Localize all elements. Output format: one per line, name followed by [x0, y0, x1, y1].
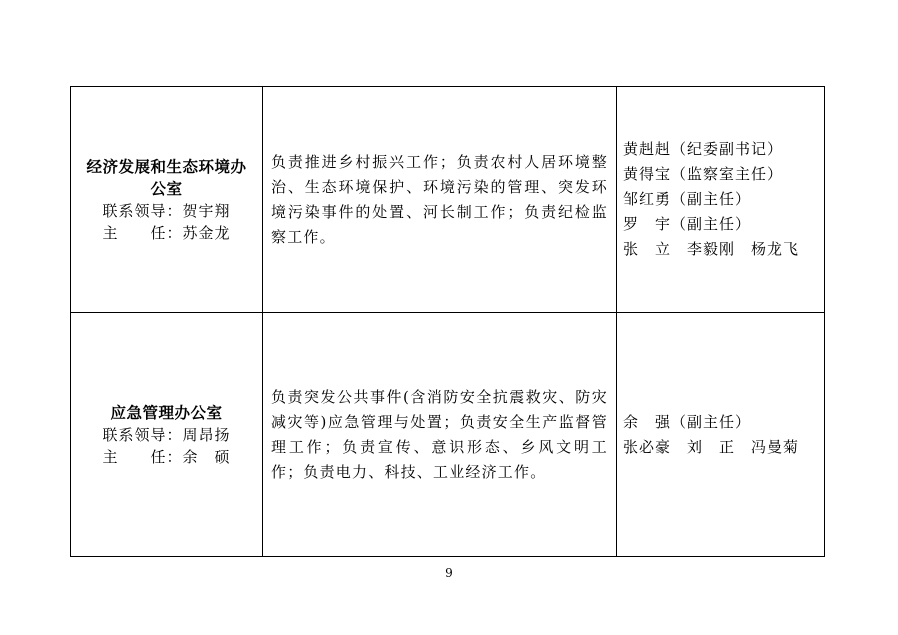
department-name: 经济发展和生态环境办公室: [86, 157, 247, 198]
contact-leader: 联系领导：周昂扬: [102, 425, 231, 444]
staff-member: 张必豪 刘 正 冯曼菊: [623, 437, 800, 456]
staff-cell: [617, 87, 825, 313]
staff-member: 黄得宝（监察室主任）: [623, 165, 784, 183]
contact-leader: 联系领导：贺宇翔: [102, 201, 231, 220]
director: 主 任：余 硕: [102, 447, 231, 466]
department-cell: [71, 313, 263, 557]
department-cell: [71, 87, 263, 313]
duties-text: 负责推进乡村振兴工作；负责农村人居环境整治、生态环境保护、环境污染的管理、突发环境污染事件的处置、河长制工作；负责纪检监察工作。: [271, 152, 608, 246]
table-row: [71, 313, 825, 557]
staff-member: 张 立 李毅刚 杨龙飞: [623, 240, 800, 258]
duties-text: 负责突发公共事件(含消防安全抗震救灾、防灾减灾等)应急管理与处置；负责安全生产监督管理工作；负责宣传、意识形态、乡风文明工作；负责电力、科技、工业经济工作。: [271, 387, 608, 481]
duties-cell: [263, 313, 617, 557]
staff-member: 黄赳赳（纪委副书记）: [623, 140, 784, 158]
responsibility-table: [70, 86, 825, 557]
table-row: [71, 87, 825, 313]
staff-member: 邹红勇（副主任）: [623, 190, 752, 208]
director: 主 任：苏金龙: [102, 223, 231, 242]
department-name: 应急管理办公室: [110, 403, 223, 422]
staff-member: 余 强（副主任）: [623, 412, 752, 431]
staff-cell: [617, 313, 825, 557]
staff-member: 罗 宇（副主任）: [623, 215, 752, 233]
page-number: 9: [445, 566, 453, 580]
duties-cell: [263, 87, 617, 313]
